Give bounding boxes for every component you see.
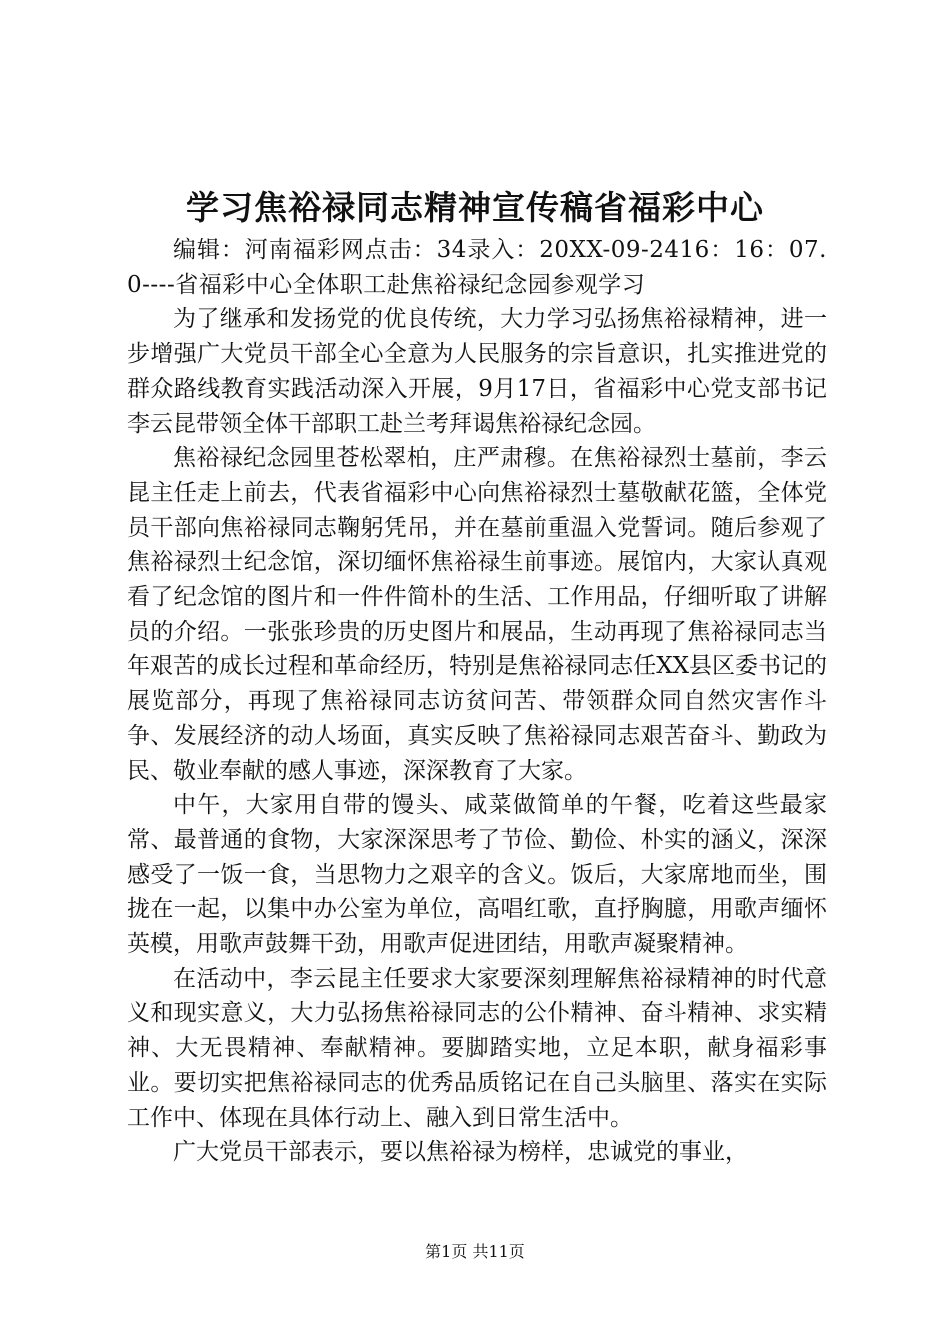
- document-title: 学习焦裕禄同志精神宣传稿省福彩中心: [186, 188, 764, 227]
- body-paragraph: 焦裕禄纪念园里苍松翠柏，庄严肃穆。在焦裕禄烈士墓前，李云昆主任走上前去，代表省福彩中心向焦裕禄烈士墓敬献花篮，全体党员干部向焦裕禄同志鞠躬凭吊，并在墓前重温入党誓词。随后参观了焦裕禄烈士纪念馆，深切缅怀焦裕禄生前事迹。展馆内，大家认真观看了纪念馆的图片和一件件简朴的生活、工作用品，仔细听取了讲解员的介绍。一张张珍贵的历史图片和展品，生动再现了焦裕禄同志当年艰苦的成长过程和革命经历，特别是焦裕禄同志任XX县区委书记的展览部分，再现了焦裕禄同志访贫问苦、带领群众同自然灾害作斗争、发展经济的动人场面，真实反映了焦裕禄同志艰苦奋斗、勤政为民、敬业奉献的感人事迹，深深教育了大家。: [127, 445, 827, 784]
- body-paragraph: 广大党员干部表示，要以焦裕禄为榜样，忠诚党的事业，: [173, 1139, 748, 1166]
- body-paragraph: 为了继承和发扬党的优良传统，大力学习弘扬焦裕禄精神，进一步增强广大党员干部全心全意为人民服务的宗旨意识，扎实推进党的群众路线教育实践活动深入开展，9月17日，省福彩中心党支部书记李云昆带领全体干部职工赴兰考拜谒焦裕禄纪念园。: [127, 306, 827, 437]
- body-paragraph: 中午，大家用自带的馒头、咸菜做简单的午餐，吃着这些最家常、最普通的食物，大家深深思考了节俭、勤俭、朴实的涵义，深深感受了一饭一食，当思物力之艰辛的含义。饭后，大家席地而坐，围拢在一起，以集中办公室为单位，高唱红歌，直抒胸臆，用歌声缅怀英模，用歌声鼓舞干劲，用歌声促进团结，用歌声凝聚精神。: [127, 792, 827, 958]
- body-paragraph: 在活动中，李云昆主任要求大家要深刻理解焦裕禄精神的时代意义和现实意义，大力弘扬焦裕禄同志的公仆精神、奋斗精神、求实精神、大无畏精神、奉献精神。要脚踏实地，立足本职，献身福彩事业。要切实把焦裕禄同志的优秀品质铭记在自己头脑里、落实在实际工作中、体现在具体行动上、融入到日常生活中。: [127, 965, 827, 1131]
- document-body: [127, 233, 827, 1170]
- page-footer: 第1页 共11页: [425, 1242, 525, 1261]
- article-meta-paragraph: 编辑：河南福彩网点击：34录入：20XX-09-2416：16：07.0----省福彩中心全体职工赴焦裕禄纪念园参观学习: [127, 237, 827, 298]
